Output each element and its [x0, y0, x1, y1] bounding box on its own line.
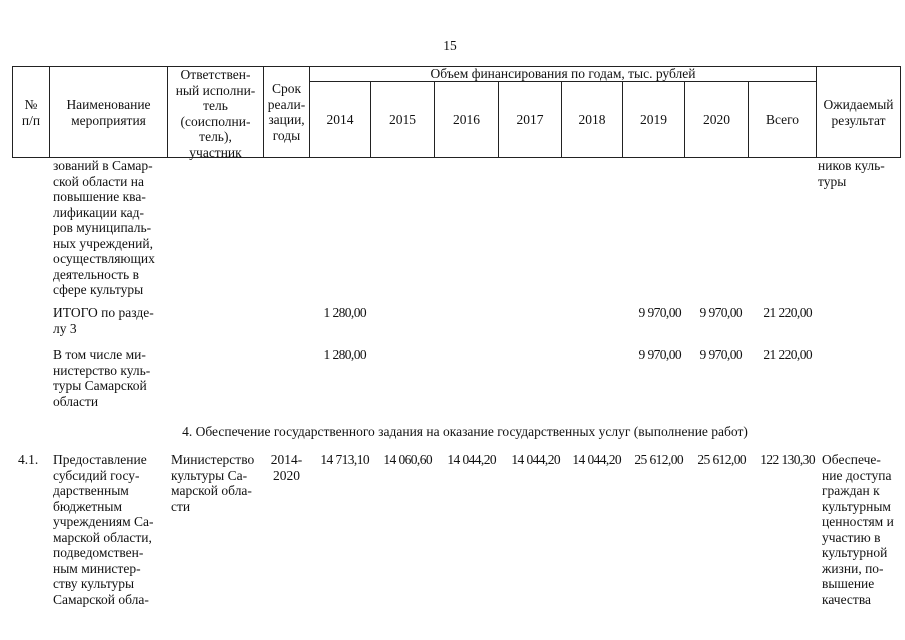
total-sum: 21 220,00: [763, 305, 812, 320]
total-2020: 9 970,00: [699, 305, 742, 320]
item-4-1-2019: 25 612,00: [634, 452, 683, 467]
header-year-2019: 2019: [640, 112, 667, 127]
item-4-1-2014: 14 713,10: [320, 452, 369, 467]
ministry-2020: 9 970,00: [699, 347, 742, 362]
header-term: Срок реали- зации, годы: [267, 81, 306, 143]
header-year-2014: 2014: [326, 112, 354, 127]
ministry-2019: 9 970,00: [638, 347, 681, 362]
ministry-row-name: В том числе ми- нистерство куль- туры Самарской области: [53, 347, 151, 409]
header-name: Наименование мероприятия: [66, 97, 151, 128]
section-title: 4. Обеспечение государственного задания на оказание государственных услуг (выполнение работ): [182, 424, 748, 439]
ministry-sum: 21 220,00: [763, 347, 812, 362]
item-4-1-term: 2014- 2020: [270, 452, 303, 483]
total-2014: 1 280,00: [323, 305, 366, 320]
item-4-1-responsible: Министерство культуры Са- марской обла- сти: [171, 452, 255, 514]
header-year-2016: 2016: [453, 112, 480, 127]
item-4-1-2015: 14 060,60: [383, 452, 432, 467]
total-row-name: ИТОГО по разде- лу 3: [53, 305, 154, 336]
header-year-2018: 2018: [578, 112, 606, 127]
header-no: № п/п: [21, 97, 41, 128]
header-result: Ожидаемый результат: [823, 97, 894, 128]
page-number: 15: [443, 38, 457, 53]
ministry-2014: 1 280,00: [323, 347, 366, 362]
header-year-2020: 2020: [703, 112, 730, 127]
header-year-2017: 2017: [516, 112, 544, 127]
header-funding-group: Объем финансирования по годам, тыс. рублей: [430, 66, 696, 81]
item-4-1-number: 4.1.: [18, 452, 39, 467]
item-4-1-2017: 14 044,20: [511, 452, 560, 467]
total-2019: 9 970,00: [638, 305, 681, 320]
header-year-2015: 2015: [389, 112, 416, 127]
item-4-1-2020: 25 612,00: [697, 452, 746, 467]
header-year-total: Всего: [765, 112, 800, 127]
item-4-1-total: 122 130,30: [760, 452, 815, 467]
item-4-1-name: Предоставление субсидий госу- дарственным бюджетным учреждениям Са- марской области, подведомствен- ным министер- ству культуры Самарской обла-: [53, 452, 154, 607]
item-4-1-2018: 14 044,20: [572, 452, 621, 467]
item-4-1-2016: 14 044,20: [447, 452, 496, 467]
continuation-result: ников куль- туры: [818, 158, 885, 189]
continuation-name: зований в Самар- ской области на повышение ква- лификации кад- ров муниципаль- ных учреждений, осуществляющих деятельность в сфере культуры: [53, 158, 155, 297]
item-4-1-result: Обеспече- ние доступа граждан к культурным ценностям и участию в культурной жизни, по- вышение качества: [822, 452, 894, 607]
header-responsible: Ответствен- ный исполни- тель (соисполни- тель), участник: [175, 67, 256, 160]
